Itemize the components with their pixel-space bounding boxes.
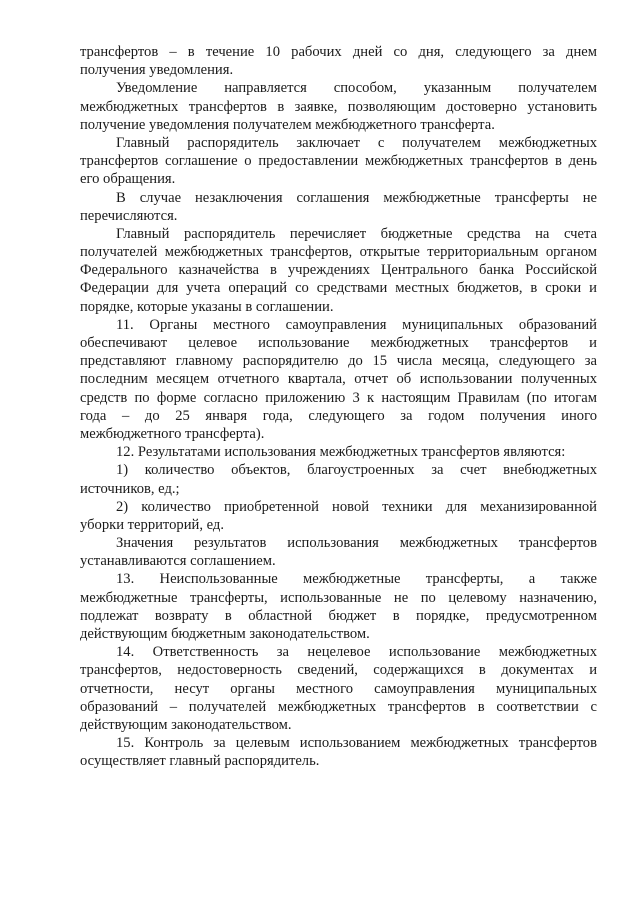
text-line: 14. Ответственность за нецелевое использование межбюджетных [116,644,597,661]
text-line: его обращения. [80,171,176,188]
paragraph-result-values [80,534,597,570]
paragraph-agreement [80,134,597,189]
text-line: подлежат возврату в областной бюджет в порядке, предусмотренном [80,607,597,624]
text-line: действующим бюджетным законодательством. [80,626,370,642]
text-line: 13. Неиспользованные межбюджетные трансферты, а также [116,571,597,588]
text-line: Главный распорядитель перечисляет бюджетные средства на счета [116,225,597,242]
paragraph-transfer-deadline [80,43,597,79]
text-line: представляют главному распорядителю до 15 числа месяца, следующего за [80,353,597,370]
text-line: отчетности, несут органы местного самоуправления муниципальных [80,680,597,697]
text-line: 12. Результатами использования межбюджетных трансфертов являются: [116,444,566,461]
text-line: года – до 25 января года, следующего за годом получения иного [80,407,597,424]
text-line: 11. Органы местного самоуправления муниципальных образований [116,316,597,333]
text-line: Значения результатов использования межбюджетных трансфертов [116,535,597,552]
text-line: последним месяцем отчетного квартала, отчет об использовании полученных [80,371,597,388]
text-line: Федерации для учета операций со средствами местных бюджетов, в сроки и [80,280,597,297]
text-line: осуществляет главный распорядитель. [80,753,320,770]
text-line: межбюджетного трансферта). [80,425,265,442]
paragraph-funds-transfer [80,225,597,316]
text-line: источников, ед.; [80,480,180,497]
paragraph-item-12 [80,443,597,461]
text-line: 15. Контроль за целевым использованием межбюджетных трансфертов [116,735,597,752]
paragraph-item-15 [80,734,597,770]
document-page [80,43,597,771]
paragraph-item-13 [80,570,597,643]
text-line: обеспечивают целевое использование межбюджетных трансфертов и [80,335,597,351]
text-line: трансфертов, недостоверность сведений, содержащихся в документах и [80,662,597,679]
text-line: 1) количество объектов, благоустроенных за счет внебюджетных [116,462,597,479]
text-line: трансфертов соглашение о предоставлении межбюджетных трансфертов в день [80,153,597,170]
text-line: порядке, которые указаны в соглашении. [80,298,334,315]
text-line: межбюджетных трансфертов в заявке, позволяющим достоверно установить [80,98,597,115]
text-line: 2) количество приобретенной новой техники для механизированной [116,498,597,515]
paragraph-notification-method [80,79,597,134]
text-line: уборки территорий, ед. [80,516,224,533]
text-line: межбюджетные трансферты, использованные не по целевому назначению, [80,589,597,606]
text-line: Федерального казначейства в учреждениях Центрального банка Российской [80,262,597,279]
text-line: перечисляются. [80,207,178,224]
text-line: средств по форме согласно приложению 3 к настоящим Правилам (по итогам [80,389,597,406]
text-line: образований – получателей межбюджетных трансфертов в соответствии с [80,698,597,715]
text-line: В случае незаключения соглашения межбюджетные трансферты не [116,189,597,206]
text-line: Уведомление направляется способом, указанным получателем [116,80,597,97]
paragraph-item-12-2 [80,498,597,534]
text-line: получение уведомления получателем межбюджетного трансферта. [80,116,495,133]
paragraph-item-12-1 [80,461,597,497]
text-line: получателей межбюджетных трансфертов, открытые территориальным органом [80,244,597,261]
paragraph-item-14 [80,643,597,734]
text-line: Главный распорядитель заключает с получателем межбюджетных [116,134,597,151]
text-line: получения уведомления. [80,62,234,79]
text-line: устанавливаются соглашением. [80,553,276,570]
paragraph-item-11 [80,316,597,443]
text-line: действующим законодательством. [80,716,292,733]
paragraph-no-agreement [80,189,597,225]
text-line: трансфертов – в течение 10 рабочих дней со дня, следующего за днем [80,44,597,60]
